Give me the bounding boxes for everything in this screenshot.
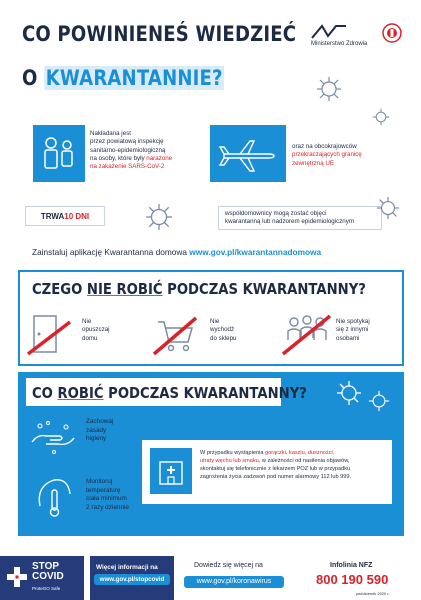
virus-icon [372,108,390,126]
covid-text: COVID [32,571,64,582]
do-title [32,384,307,402]
virus-icon [145,203,173,231]
dont-item-line: do sklepu [210,334,237,342]
symptoms-line: W przypadku wystąpienia [200,450,265,456]
dont-item-line: opuszczaj [82,326,110,334]
protego-text: ProteGO Safe [32,586,61,591]
app-install-link[interactable]: www.gov.pl/kwarantannadomowa [189,247,322,257]
info-highlight: przekraczających granicę [292,151,362,159]
do-item-line: ciała minimum [86,495,127,503]
title-line-1 [22,22,296,46]
title-prefix: O [22,66,44,90]
title-highlight: KWARANTANNIE? [45,66,223,90]
symptoms-line: zagrożenia życia zadzwoń pod numer alarmowy 112 lub 999. [200,473,352,480]
dont-item-line: domu [82,334,98,342]
symptoms-highlight: gorączki, kaszlu, duszności, [264,450,335,456]
do-item-2 [86,478,129,513]
virus-icon [336,380,362,406]
dont-item-line: wychodź [210,326,235,334]
koronawirus-link[interactable]: www.gov.pl/koronawirus [184,576,284,588]
dont-item-line: osobami [336,334,360,342]
duration-label: TRWA [40,211,65,221]
do-item-line: zasady [86,426,107,434]
dont-item-3 [336,318,370,343]
symptoms-line: , w zależności od nasilenia objawów, [258,457,350,464]
dont-title [32,280,366,298]
infolinia-phone[interactable]: 800 190 590 [316,572,389,587]
info-line: oraz na obcokrajowców [292,143,357,150]
dont-item-line: Nie [82,318,92,325]
title-line-2 [22,66,224,90]
duration-badge [25,206,105,226]
info-line: sanitarno-epidemiologiczną [90,146,166,154]
infolinia-label: Infolinia NFZ [330,562,373,569]
hospital-icon [150,448,192,494]
do-title-prefix: CO [32,384,58,402]
dont-item-2 [210,318,237,343]
do-item-line: temperaturę [86,486,121,494]
stop-text: STOP [32,561,60,572]
info-line: Nakładana jest [90,130,131,137]
stopcovid-logo [0,556,84,600]
people-group-icon [280,310,332,358]
people-icon [33,125,85,182]
quarantine-info-left [90,130,210,172]
app-install-text: Zainstaluj aplikację Kwarantanna domowa [32,247,190,257]
cross-icon [6,566,28,588]
do-item-line: 2 razy dziennie [86,503,129,511]
dont-item-line: się z innymi [336,326,369,334]
household-line: kwarantanną lub nadzorem epidemiologicznym [225,218,354,226]
virus-icon [316,76,342,102]
plane-icon-box [210,125,286,182]
stopcovid-link[interactable]: www.gov.pl/stopcovid [94,574,170,585]
learn-more-text: Dowiedz się więcej na [194,562,263,569]
stopcovid-wordmark [32,562,64,582]
do-title-suffix: PODCZAS KWARANTANNY? [103,384,307,402]
virus-icon [368,390,390,412]
do-item-line: Zachowaj [86,418,114,425]
duration-value: 10 DNI [64,211,90,221]
do-item-1 [86,418,113,444]
household-note [218,206,382,230]
do-item-line: higieny [86,435,107,443]
people-icon-box [33,125,85,182]
hand-washing-icon [28,418,78,458]
info-highlight: zewnętrzną UE [292,159,334,167]
household-line: współdomownicy mogą zostać objęci [225,210,327,217]
dont-title-highlight: NIE ROBIĆ [86,280,163,298]
symptoms-highlight: utraty węchu lub smaku [200,457,259,464]
quarantine-info-right [292,143,402,168]
info-highlight: na zakażenie SARS-CoV-2 [90,163,165,171]
dont-item-1 [82,318,110,343]
ministry-name: Ministerstwo Zdrowia [311,41,368,47]
app-install-line [32,247,321,257]
dont-item-line: Nie [210,318,220,325]
footer [0,548,421,600]
do-title-highlight: ROBIĆ [57,384,104,402]
shopping-cart-icon [152,314,198,356]
more-info-text: Więcej informacji na [96,564,158,571]
dont-item-line: Nie spotykaj [336,318,370,325]
info-line: na osoby, które były [90,155,147,163]
dont-title-prefix: CZEGO [32,280,87,298]
door-icon [26,314,72,356]
info-highlight: narażone [146,155,173,163]
thermometer-icon [34,476,74,522]
hospital-icon-box [150,448,192,494]
do-item-line: Monitoruj [86,478,113,485]
title-text-1: CO POWINIENEŚ WIEDZIEĆ [22,22,297,46]
date-text: październik 2020 r. [356,591,390,596]
virus-icon [376,196,400,220]
plane-icon [210,125,286,182]
symptoms-line: skontaktuj się telefonicznie z lekarzem POZ lub w przypadku [200,465,351,472]
dont-title-suffix: PODCZAS KWARANTANNY? [162,280,366,298]
info-line: przez powiatową inspekcję [90,138,164,146]
symptoms-text [200,450,388,482]
